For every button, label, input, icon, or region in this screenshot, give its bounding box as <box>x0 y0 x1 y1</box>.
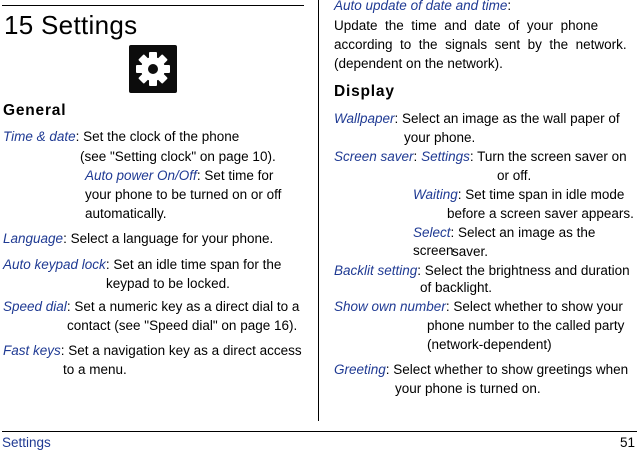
backlit-line2: of backlight. <box>420 280 493 295</box>
screen-saver-line1: Screen saver: Settings: Turn the screen saver on <box>334 149 627 164</box>
auto-power-line3: automatically. <box>85 206 167 221</box>
backlit-term[interactable]: Backlit setting <box>334 263 418 278</box>
select-line1: Select: Select an image as the screen <box>413 225 596 258</box>
screen-saver-line2: or off. <box>497 168 532 183</box>
auto-keypad-line2: keypad to be locked. <box>106 276 230 291</box>
fast-keys-term[interactable]: Fast keys <box>3 343 61 358</box>
screen-saver-term[interactable]: Screen saver <box>334 149 414 164</box>
waiting-term[interactable]: Waiting <box>413 187 458 202</box>
time-date-line1: Time & date: Set the clock of the phone <box>3 129 240 144</box>
fast-keys-line2: to a menu. <box>63 362 127 377</box>
time-date-term[interactable]: Time & date <box>3 129 76 144</box>
auto-update-term[interactable]: Auto update of date and time <box>334 0 508 13</box>
auto-power-line2: your phone to be turned on or off <box>85 187 282 202</box>
auto-keypad-line1: Auto keypad lock: Set an idle time span for the <box>3 257 282 272</box>
waiting-line1: Waiting: Set time span in idle mode <box>413 187 625 202</box>
wallpaper-line2: your phone. <box>404 130 476 145</box>
footer-page-number: 51 <box>619 435 635 450</box>
top-rule-left <box>2 5 304 6</box>
speed-dial-term[interactable]: Speed dial <box>3 299 67 314</box>
fast-keys-line1: Fast keys: Set a navigation key as a direct access <box>3 343 302 358</box>
auto-update-line1: Update the time and date of your phone <box>334 18 599 33</box>
footer-rule <box>2 431 637 432</box>
display-heading: Display <box>334 83 395 100</box>
show-number-line3: (network-dependent) <box>427 337 552 352</box>
backlit-line1: Backlit setting: Select the brightness and duration <box>334 263 630 278</box>
greeting-line2: your phone is turned on. <box>395 381 541 396</box>
show-number-term[interactable]: Show own number <box>334 299 446 314</box>
speed-dial-line2: contact (see "Speed dial" on page 16). <box>67 318 298 333</box>
auto-update-term-line: Auto update of date and time: <box>334 0 512 13</box>
page-title: 15 Settings <box>4 10 138 40</box>
auto-power-line1: Auto power On/Off: Set time for <box>85 168 274 183</box>
time-date-line2: (see "Setting clock" on page 10). <box>80 149 276 164</box>
auto-keypad-term[interactable]: Auto keypad lock <box>3 257 106 272</box>
language-line: Language: Select a language for your phone. <box>3 231 274 246</box>
screen-saver-settings-term[interactable]: Settings <box>421 149 470 164</box>
waiting-line2: before a screen saver appears. <box>447 206 634 221</box>
gear-icon <box>129 45 177 93</box>
auto-update-line3: (dependent on the network). <box>334 56 503 71</box>
show-number-line2: phone number to the called party <box>427 318 625 333</box>
speed-dial-line1: Speed dial: Set a numeric key as a direct dial to a <box>3 299 300 314</box>
show-number-line1: Show own number: Select whether to show your <box>334 299 623 314</box>
wallpaper-term[interactable]: Wallpaper <box>334 111 395 126</box>
select-line2: saver. <box>452 244 489 259</box>
column-divider <box>318 0 319 421</box>
wallpaper-line1: Wallpaper: Select an image as the wall paper of <box>334 111 620 126</box>
auto-power-term[interactable]: Auto power On/Off <box>85 168 197 183</box>
select-term[interactable]: Select <box>413 225 451 240</box>
greeting-term[interactable]: Greeting <box>334 362 386 377</box>
greeting-line1: Greeting: Select whether to show greetings when <box>334 362 629 377</box>
language-term[interactable]: Language <box>3 231 64 246</box>
auto-update-line2: according to the signals sent by the network. <box>334 37 627 52</box>
general-heading: General <box>3 102 67 119</box>
footer-section-label: Settings <box>2 435 51 450</box>
